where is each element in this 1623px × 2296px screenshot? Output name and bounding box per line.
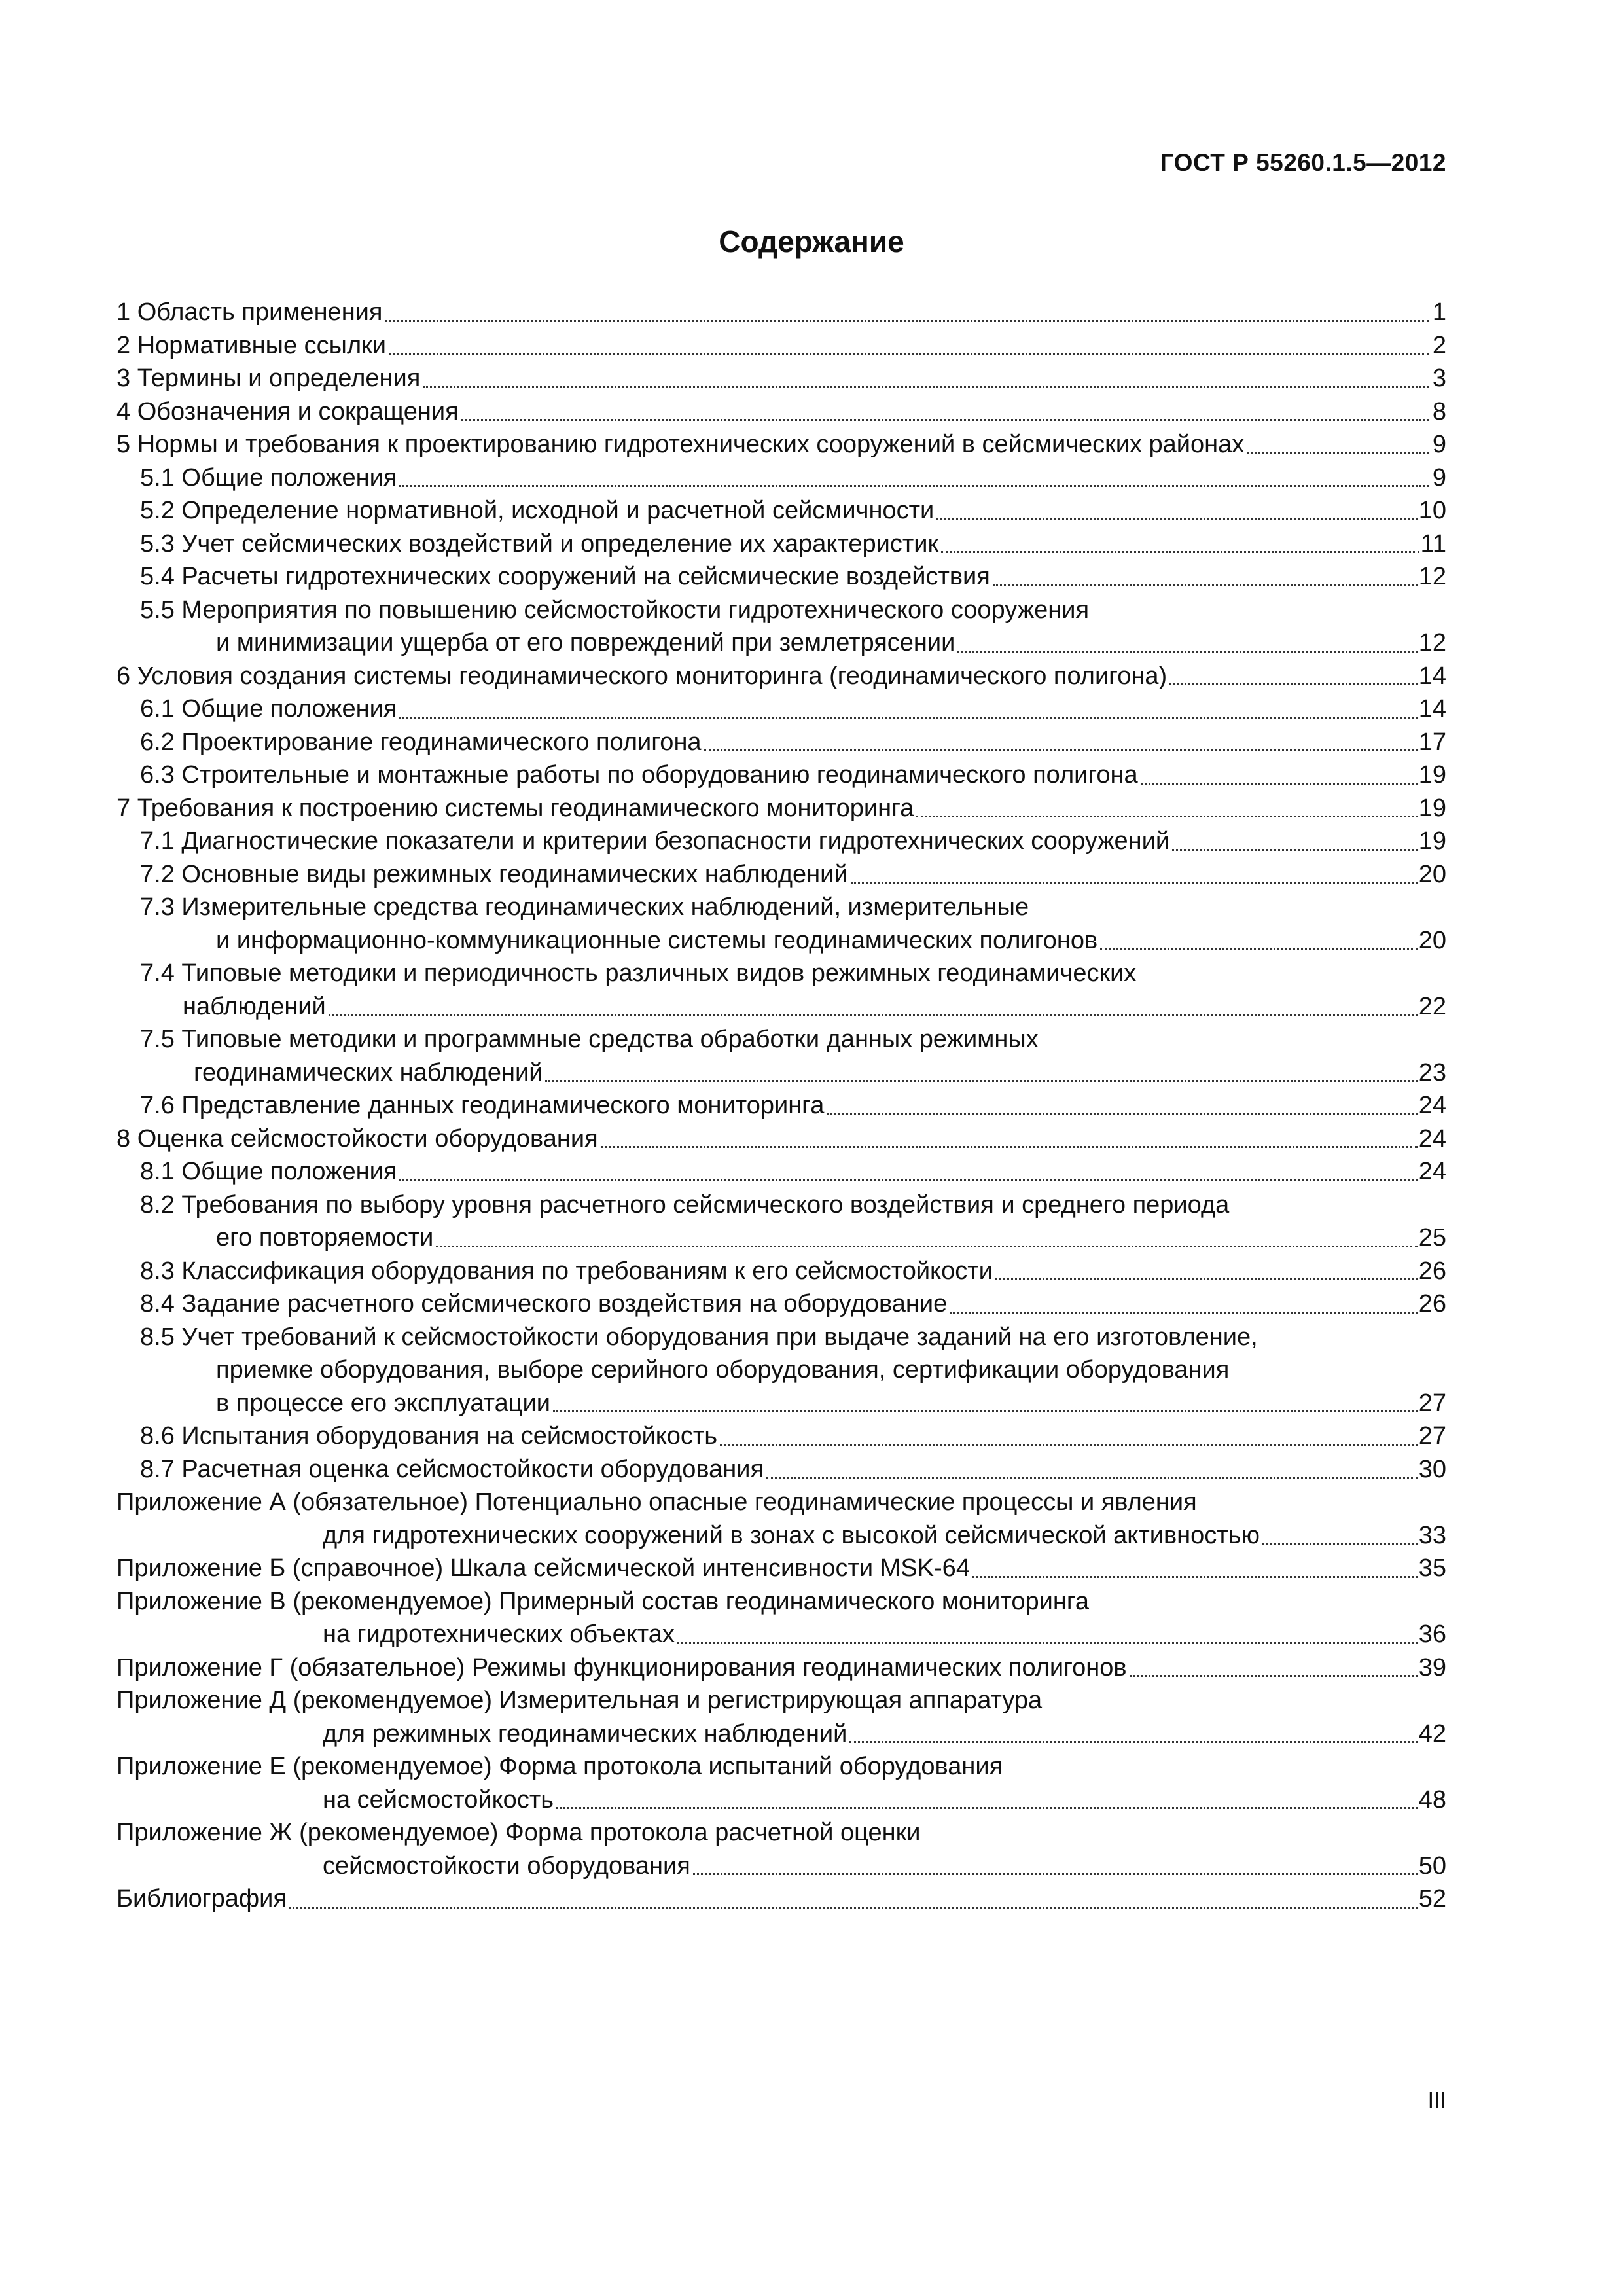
toc-entry-label: Приложение Г (обязательное) Режимы функционирования геодинамических полигонов [116, 1653, 1127, 1681]
toc-entry-label: 7.4 Типовые методики и периодичность различных видов режимных геодинамических [140, 960, 1137, 987]
toc-entry-page: 48 [1418, 1785, 1446, 1814]
toc-entry-label: Приложение Ж (рекомендуемое) Форма протокола расчетной оценки [116, 1819, 921, 1846]
toc-entry-page: 3 [1432, 365, 1446, 392]
toc-entry[interactable] [116, 362, 1446, 395]
leader-dots [849, 1741, 1417, 1743]
toc-entry-label: Приложение А (обязательное) Потенциально опасные геодинамические процессы и явления [116, 1488, 1197, 1516]
leader-dots [693, 1873, 1418, 1875]
toc-entry-page: 26 [1418, 1290, 1446, 1318]
toc-entry-label: 6.2 Проектирование геодинамического полигона [140, 728, 702, 756]
toc-entry[interactable] [116, 1453, 1446, 1486]
toc-entry-page: 19 [1418, 761, 1446, 789]
toc-entry[interactable] [116, 1750, 1446, 1784]
toc-entry-continuation[interactable] [116, 924, 1446, 958]
toc-entry[interactable] [116, 1651, 1446, 1685]
toc-entry[interactable] [116, 461, 1446, 495]
toc-entry[interactable] [116, 858, 1446, 891]
toc-entry[interactable] [116, 1023, 1446, 1056]
leader-dots [941, 551, 1419, 553]
toc-entry-label: Приложение В (рекомендуемое) Примерный состав геодинамического мониторинга [116, 1587, 1089, 1615]
leader-dots [385, 320, 1429, 322]
toc-entry-label: 7.2 Основные виды режимных геодинамических наблюдений [140, 860, 848, 888]
toc-entry[interactable] [116, 1585, 1446, 1619]
toc-entry[interactable] [116, 692, 1446, 726]
toc-entry[interactable] [116, 1816, 1446, 1850]
toc-entry-label: его повторяемости [216, 1224, 434, 1251]
toc-entry-continuation[interactable] [116, 1717, 1446, 1751]
toc-entry-page: 14 [1418, 695, 1446, 723]
leader-dots [1169, 683, 1418, 685]
toc-entry-label: 5.3 Учет сейсмических воздействий и определение их характеристик [140, 529, 939, 558]
toc-entry-label: 8 Оценка сейсмостойкости оборудования [116, 1124, 598, 1153]
toc-entry-label: и информационно-коммуникационные системы геодинамических полигонов [216, 926, 1098, 954]
toc-entry-label: 7.5 Типовые методики и программные средства обработки данных режимных [140, 1026, 1039, 1053]
toc-entry-page: 19 [1418, 827, 1446, 855]
toc-entry-label: 7.1 Диагностические показатели и критерии безопасности гидротехнических сооружений [140, 827, 1170, 855]
toc-entry-page: 17 [1418, 728, 1446, 756]
toc-entry-label: Приложение Б (справочное) Шкала сейсмической интенсивности MSK-64 [116, 1554, 970, 1582]
toc-entry[interactable] [116, 726, 1446, 759]
toc-entry-label: Библиография [116, 1885, 287, 1912]
leader-dots [553, 1410, 1418, 1412]
toc-entry-label: сейсмостойкости оборудования [323, 1852, 690, 1880]
toc-entry-label: 7 Требования к построению системы геодинамического мониторинга [116, 794, 914, 822]
leader-dots [461, 419, 1429, 421]
toc-entry-label: 8.3 Классификация оборудования по требованиям к его сейсмостойкости [140, 1257, 993, 1285]
toc-entry[interactable] [116, 825, 1446, 858]
toc-entry-page: 24 [1418, 1092, 1446, 1119]
toc-entry-label: Приложение Д (рекомендуемое) Измерительная и регистрирующая аппаратура [116, 1687, 1043, 1714]
leader-dots [995, 1278, 1418, 1280]
toc-entry[interactable] [116, 1189, 1446, 1222]
leader-dots [329, 1014, 1418, 1016]
toc-entry-page: 1 [1432, 298, 1446, 326]
toc-entry-page: 10 [1418, 497, 1446, 524]
toc-entry-page: 36 [1418, 1621, 1446, 1648]
toc-entry[interactable] [116, 1486, 1446, 1519]
toc-entry[interactable] [116, 1552, 1446, 1585]
toc-entry-label: 3 Термины и определения [116, 365, 421, 392]
leader-dots [1172, 849, 1418, 851]
leader-dots [936, 518, 1418, 520]
toc-entry-page: 14 [1418, 662, 1446, 690]
toc-entry-label: 8.2 Требования по выбору уровня расчетного сейсмического воздействия и среднего периода [140, 1191, 1230, 1219]
toc-entry-page: 39 [1418, 1653, 1446, 1681]
leader-dots [545, 1080, 1417, 1082]
toc-entry-label: в процессе его эксплуатации [216, 1389, 550, 1417]
toc-entry[interactable] [116, 594, 1446, 627]
leader-dots [957, 651, 1417, 653]
toc-entry[interactable] [116, 759, 1446, 792]
toc-entry-page: 27 [1418, 1389, 1446, 1417]
leader-dots [1100, 948, 1418, 950]
toc-entry-continuation[interactable] [116, 1056, 1446, 1090]
leader-dots [827, 1113, 1417, 1115]
toc-entry[interactable] [116, 1089, 1446, 1122]
toc-entry-label: 4 Обозначения и сокращения [116, 397, 459, 425]
leader-dots [677, 1642, 1418, 1644]
toc-entry-page: 9 [1432, 463, 1446, 492]
toc-entry-continuation[interactable] [116, 1354, 1446, 1387]
table-of-contents [116, 296, 1446, 1916]
toc-entry-page: 23 [1418, 1058, 1446, 1086]
toc-entry-label: 8.7 Расчетная оценка сейсмостойкости оборудования [140, 1455, 764, 1483]
toc-entry-page: 2 [1432, 331, 1446, 359]
leader-dots [1262, 1543, 1418, 1545]
page-title: Содержание [719, 224, 904, 259]
toc-entry-page: 33 [1418, 1521, 1446, 1549]
leader-dots [556, 1807, 1418, 1809]
toc-entry-label: 8.5 Учет требований к сейсмостойкости оборудования при выдаче заданий на его изготовление, [140, 1323, 1258, 1351]
toc-entry[interactable] [116, 1321, 1446, 1354]
toc-entry-label: для режимных геодинамических наблюдений [323, 1719, 847, 1748]
leader-dots [1247, 452, 1429, 454]
leader-dots [601, 1146, 1418, 1148]
toc-entry-label: 5.2 Определение нормативной, исходной и расчетной сейсмичности [140, 497, 935, 524]
toc-entry-page: 26 [1418, 1257, 1446, 1285]
toc-entry-label: для гидротехнических сооружений в зонах с высокой сейсмической активностью [323, 1521, 1260, 1549]
toc-entry-label: на гидротехнических объектах [323, 1621, 675, 1648]
toc-entry-page: 20 [1418, 926, 1446, 954]
toc-entry-continuation[interactable] [116, 990, 1446, 1024]
leader-dots [704, 749, 1418, 751]
toc-entry-label: 1 Область применения [116, 298, 383, 326]
toc-entry[interactable] [116, 428, 1446, 461]
leader-dots [389, 353, 1429, 355]
toc-entry[interactable] [116, 395, 1446, 429]
toc-entry-page: 8 [1432, 397, 1446, 425]
toc-entry[interactable] [116, 1882, 1446, 1916]
toc-entry-label: на сейсмостойкость [323, 1785, 554, 1814]
toc-entry-page: 24 [1418, 1124, 1446, 1153]
toc-entry-label: и минимизации ущерба от его повреждений при землетрясении [216, 629, 955, 656]
toc-entry-continuation[interactable] [116, 1784, 1446, 1817]
toc-entry-page: 22 [1418, 992, 1446, 1020]
toc-entry-label: 7.6 Представление данных геодинамического мониторинга [140, 1092, 825, 1119]
toc-entry-page: 20 [1418, 860, 1446, 888]
toc-entry-label: 5.4 Расчеты гидротехнических сооружений на сейсмические воздействия [140, 563, 990, 590]
leader-dots [399, 485, 1429, 487]
toc-entry-label: 8.1 Общие положения [140, 1158, 397, 1185]
toc-entry[interactable] [116, 891, 1446, 924]
toc-entry-label: 6.3 Строительные и монтажные работы по оборудованию геодинамического полигона [140, 761, 1138, 789]
toc-entry-page: 25 [1418, 1224, 1446, 1251]
toc-entry[interactable] [116, 957, 1446, 990]
toc-entry-label: геодинамических наблюдений [194, 1058, 543, 1086]
toc-entry-label: приемке оборудования, выборе серийного оборудования, сертификации оборудования [216, 1356, 1230, 1384]
toc-entry-continuation[interactable] [116, 626, 1446, 660]
leader-dots [993, 584, 1418, 586]
toc-entry-page: 19 [1418, 794, 1446, 822]
toc-entry[interactable] [116, 528, 1446, 561]
toc-entry-label: наблюдений [183, 992, 326, 1020]
toc-entry-label: 6 Условия создания системы геодинамического мониторинга (геодинамического полигона) [116, 662, 1168, 690]
toc-entry[interactable] [116, 1155, 1446, 1189]
leader-dots [423, 386, 1429, 388]
leader-dots [916, 816, 1417, 817]
leader-dots [851, 882, 1418, 884]
leader-dots [1130, 1675, 1418, 1677]
toc-entry-page: 24 [1418, 1158, 1446, 1185]
toc-entry-page: 42 [1418, 1719, 1446, 1748]
leader-dots [972, 1576, 1418, 1578]
toc-entry-label: 5 Нормы и требования к проектированию гидротехнических сооружений в сейсмических районах [116, 431, 1245, 458]
toc-entry-label: 8.4 Задание расчетного сейсмического воздействия на оборудование [140, 1290, 948, 1318]
toc-entry-page: 30 [1418, 1455, 1446, 1483]
toc-entry[interactable] [116, 494, 1446, 528]
standard-designation: ГОСТ Р 55260.1.5—2012 [1160, 149, 1446, 176]
leader-dots [1141, 783, 1418, 785]
toc-entry[interactable] [116, 1684, 1446, 1717]
toc-entry-label: 7.3 Измерительные средства геодинамических наблюдений, измерительные [140, 893, 1029, 921]
leader-dots [289, 1907, 1418, 1909]
leader-dots [399, 1179, 1417, 1181]
toc-entry-continuation[interactable] [116, 1387, 1446, 1420]
leader-dots [766, 1477, 1418, 1479]
toc-entry-page: 12 [1418, 563, 1446, 590]
leader-dots [399, 717, 1417, 719]
toc-entry-page: 12 [1418, 629, 1446, 656]
toc-entry-page: 27 [1418, 1422, 1446, 1450]
leader-dots [720, 1444, 1418, 1446]
toc-entry-page: 11 [1420, 529, 1446, 558]
toc-entry-label: 8.6 Испытания оборудования на сейсмостойкость [140, 1422, 718, 1450]
toc-entry-label: 6.1 Общие положения [140, 695, 397, 723]
toc-entry-page: 9 [1432, 431, 1446, 458]
toc-entry-label: 2 Нормативные ссылки [116, 331, 386, 359]
toc-entry[interactable] [116, 1122, 1446, 1156]
toc-entry[interactable] [116, 1255, 1446, 1288]
toc-entry-label: 5.5 Мероприятия по повышению сейсмостойкости гидротехнического сооружения [140, 596, 1090, 624]
toc-entry[interactable] [116, 560, 1446, 594]
toc-entry-continuation[interactable] [116, 1850, 1446, 1883]
page-folio: III [1427, 2088, 1446, 2113]
leader-dots [436, 1246, 1417, 1247]
toc-entry-continuation[interactable] [116, 1519, 1446, 1552]
toc-entry[interactable] [116, 329, 1446, 363]
toc-entry-page: 35 [1418, 1554, 1446, 1582]
toc-entry-continuation[interactable] [116, 1221, 1446, 1255]
toc-entry[interactable] [116, 792, 1446, 825]
toc-entry-page: 50 [1418, 1852, 1446, 1880]
toc-entry-label: Приложение Е (рекомендуемое) Форма протокола испытаний оборудования [116, 1753, 1003, 1780]
leader-dots [950, 1312, 1418, 1314]
toc-entry-label: 5.1 Общие положения [140, 463, 397, 492]
toc-entry[interactable] [116, 1420, 1446, 1453]
toc-entry[interactable] [116, 296, 1446, 329]
toc-entry-page: 52 [1418, 1885, 1446, 1912]
toc-entry[interactable] [116, 1287, 1446, 1321]
toc-entry-continuation[interactable] [116, 1618, 1446, 1651]
toc-entry[interactable] [116, 660, 1446, 693]
